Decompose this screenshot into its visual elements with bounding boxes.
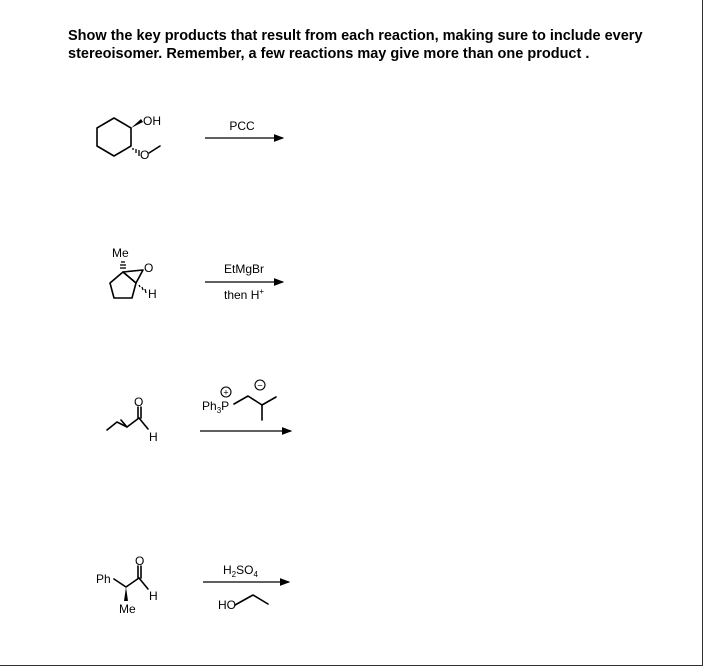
p-text: P <box>221 399 230 413</box>
o-label-2: O <box>144 261 154 275</box>
aldehyde-bond <box>139 418 148 429</box>
methyl-bond <box>149 146 160 153</box>
reaction-3 <box>107 380 291 444</box>
sub4-text: 4 <box>253 570 258 579</box>
o-label-3: O <box>134 395 144 409</box>
reaction-4 <box>96 554 289 616</box>
o-label: O <box>140 148 150 162</box>
plus-charge-symbol: + <box>223 387 229 398</box>
substrate-4-molecule <box>96 554 158 616</box>
substrate-1-molecule <box>97 114 161 162</box>
ylide-carbon-chain <box>234 396 262 405</box>
hash-bond <box>133 148 139 156</box>
ethanol-chain <box>235 595 268 605</box>
wedge-bond-me <box>124 587 128 601</box>
reagent-2-below-sup: + <box>259 287 265 296</box>
hash-bond-h <box>139 285 146 293</box>
so-text: SO <box>236 563 254 577</box>
reagent-2-below <box>224 287 264 302</box>
reagent-1-label: PCC <box>229 119 255 133</box>
reagent-4-above <box>223 563 258 579</box>
cyclohexane-ring <box>97 118 131 156</box>
oh-label: OH <box>143 114 161 128</box>
minus-charge-symbol: − <box>257 380 263 391</box>
h-label-3: H <box>149 430 158 444</box>
instructions-line-2: stereoisomer. Remember, a few reactions may give more than one product . <box>68 46 590 62</box>
substrate-3-molecule <box>107 395 158 444</box>
me-label: Me <box>112 246 129 260</box>
wedge-bond <box>131 119 143 128</box>
reaction-1 <box>97 114 283 162</box>
hash-bond-me <box>120 262 126 268</box>
me-label-4: Me <box>119 602 136 616</box>
o-label-4: O <box>135 554 145 568</box>
isopropyl-bond-a <box>262 397 276 405</box>
h-label-4: H <box>149 589 158 603</box>
ph-label-4: Ph <box>96 572 111 586</box>
aldehyde-bond <box>139 578 148 589</box>
reagent-2-above: EtMgBr <box>223 262 265 276</box>
ylide-reagent <box>202 380 276 420</box>
reagent-2-below-text: then H <box>224 288 260 302</box>
ph3p-label <box>202 399 229 415</box>
backbone-bonds <box>114 578 139 587</box>
sub3-text: 3 <box>216 406 222 415</box>
reaction-2 <box>110 246 283 302</box>
cyclopentane-ring <box>110 272 136 298</box>
ph-text: Ph <box>202 399 217 413</box>
reagent-4-below: HO <box>218 598 236 612</box>
h-text: H <box>223 563 232 577</box>
h-label-2: H <box>148 287 157 301</box>
sub2-text: 2 <box>231 570 237 579</box>
alkyl-chain <box>107 418 139 430</box>
substrate-2-molecule <box>110 246 157 301</box>
instructions-line-1: Show the key products that result from each reaction, making sure to include every <box>68 28 643 44</box>
